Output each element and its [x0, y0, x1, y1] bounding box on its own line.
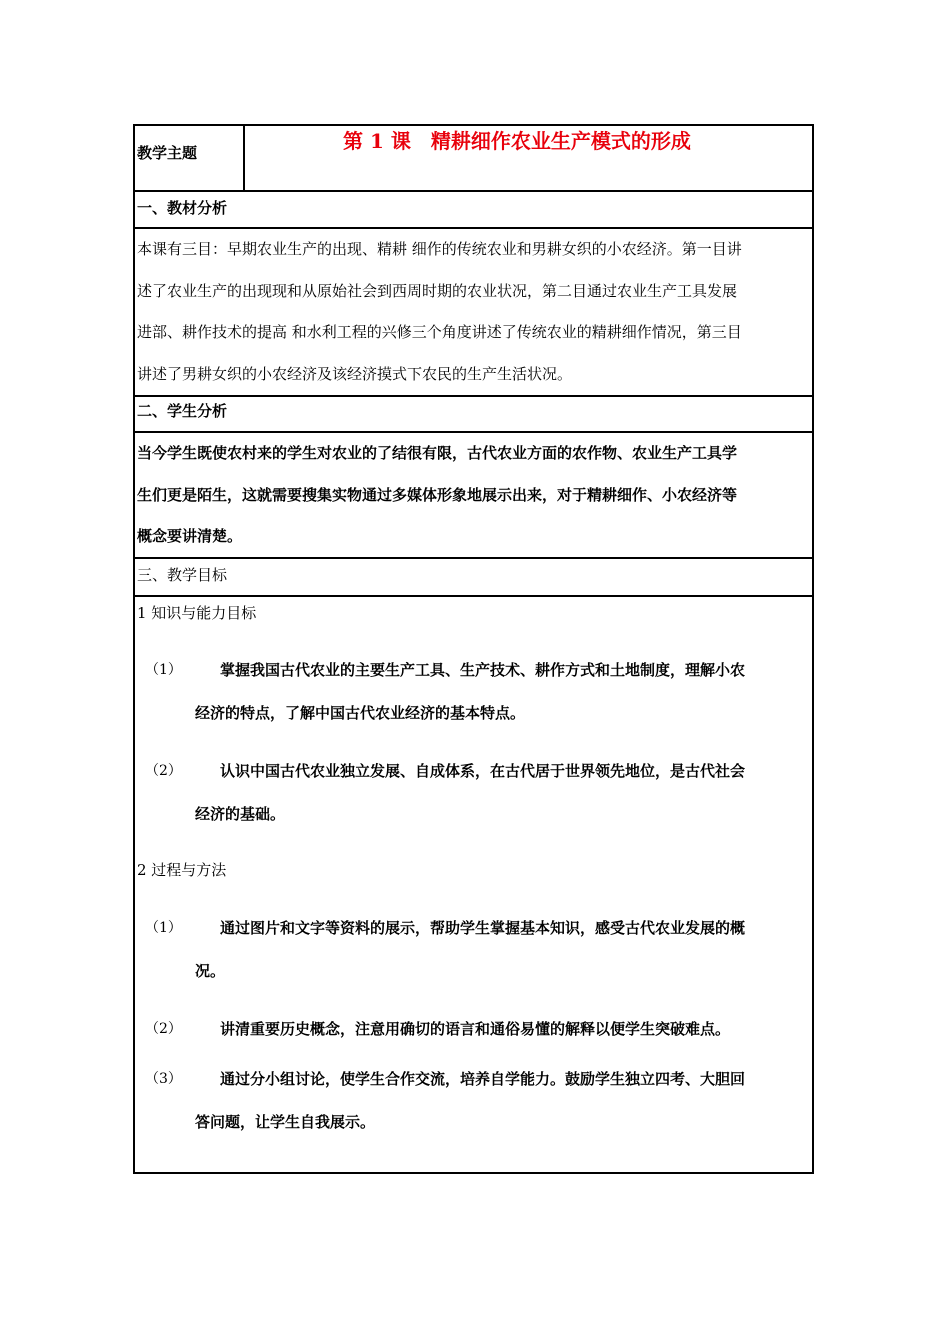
section1-body-row [135, 229, 812, 397]
section1-line: 述了农业生产的出现现和从原始社会到西周时期的农业状况，第二目通过农业生产工具发展 [137, 281, 738, 300]
process-subheading: 2 过程与方法 [137, 861, 227, 879]
item-number: （1） [145, 920, 182, 936]
section2-body-row [135, 433, 812, 559]
section1-heading-row [135, 192, 812, 229]
section2-line: 当今学生既使农村来的学生对农业的了结很有限，古代农业方面的农作物、农业生产工具学 [137, 444, 738, 462]
lesson-title: 第 1 课 精耕细作农业生产模式的形成 [343, 129, 691, 153]
item-number: （2） [145, 763, 182, 779]
section3-body [135, 597, 812, 1172]
item-text-line1: 通过图片和文字等资料的展示，帮助学生掌握基本知识，感受古代农业发展的概 [220, 919, 746, 937]
theme-row [135, 126, 812, 192]
theme-label: 教学主题 [137, 144, 198, 162]
section2-heading: 二、学生分析 [137, 402, 228, 420]
section1-line: 进部、耕作技术的提高 和水利工程的兴修三个角度讲述了传统农业的精耕细作情况，第三目 [137, 323, 742, 341]
item-text-line2: 经济的基础。 [195, 805, 286, 823]
item-text-line1: 掌握我国古代农业的主要生产工具、生产技术、耕作方式和土地制度，理解小农 [220, 661, 746, 679]
section1-heading: 一、教材分析 [137, 199, 228, 217]
section2-line: 生们更是陌生，这就需要搜集实物通过多媒体形象地展示出来，对于精耕细作、小农经济等 [137, 485, 738, 504]
item-text-line1: 通过分小组讨论，使学生合作交流，培养自学能力。鼓励学生独立四考、大胆回 [220, 1070, 746, 1088]
section2-paragraph [137, 433, 808, 558]
lesson-plan-table [133, 124, 814, 1174]
section1-line: 本课有三目：早期农业生产的出现、精耕 细作的传统农业和男耕女织的小农经济。第一目讲 [137, 240, 742, 258]
theme-label-cell [135, 126, 245, 190]
item-text-line2: 答问题，让学生自我展示。 [195, 1113, 376, 1131]
item-text-line2: 况。 [195, 962, 226, 980]
item-number: （1） [145, 662, 182, 678]
section2-line: 概念要讲清楚。 [137, 527, 243, 545]
item-text-line1: 认识中国古代农业独立发展、自成体系，在古代居于世界领先地位，是古代社会 [220, 762, 746, 780]
section1-paragraph [137, 229, 808, 395]
section2-heading-row [135, 397, 812, 433]
section1-line: 讲述了男耕女织的小农经济及该经济摸式下农民的生产生活状况。 [137, 364, 573, 383]
item-number: （3） [145, 1071, 182, 1087]
knowledge-subheading: 1 知识与能力目标 [137, 604, 257, 622]
section3-heading: 三、教学目标 [137, 566, 228, 584]
section3-heading-row [135, 559, 812, 597]
item-text-line2: 经济的特点，了解中国古代农业经济的基本特点。 [195, 704, 526, 722]
item-number: （2） [145, 1021, 182, 1037]
item-text-line1: 讲清重要历史概念，注意用确切的语言和通俗易懂的解释以便学生突破难点。 [220, 1020, 731, 1038]
